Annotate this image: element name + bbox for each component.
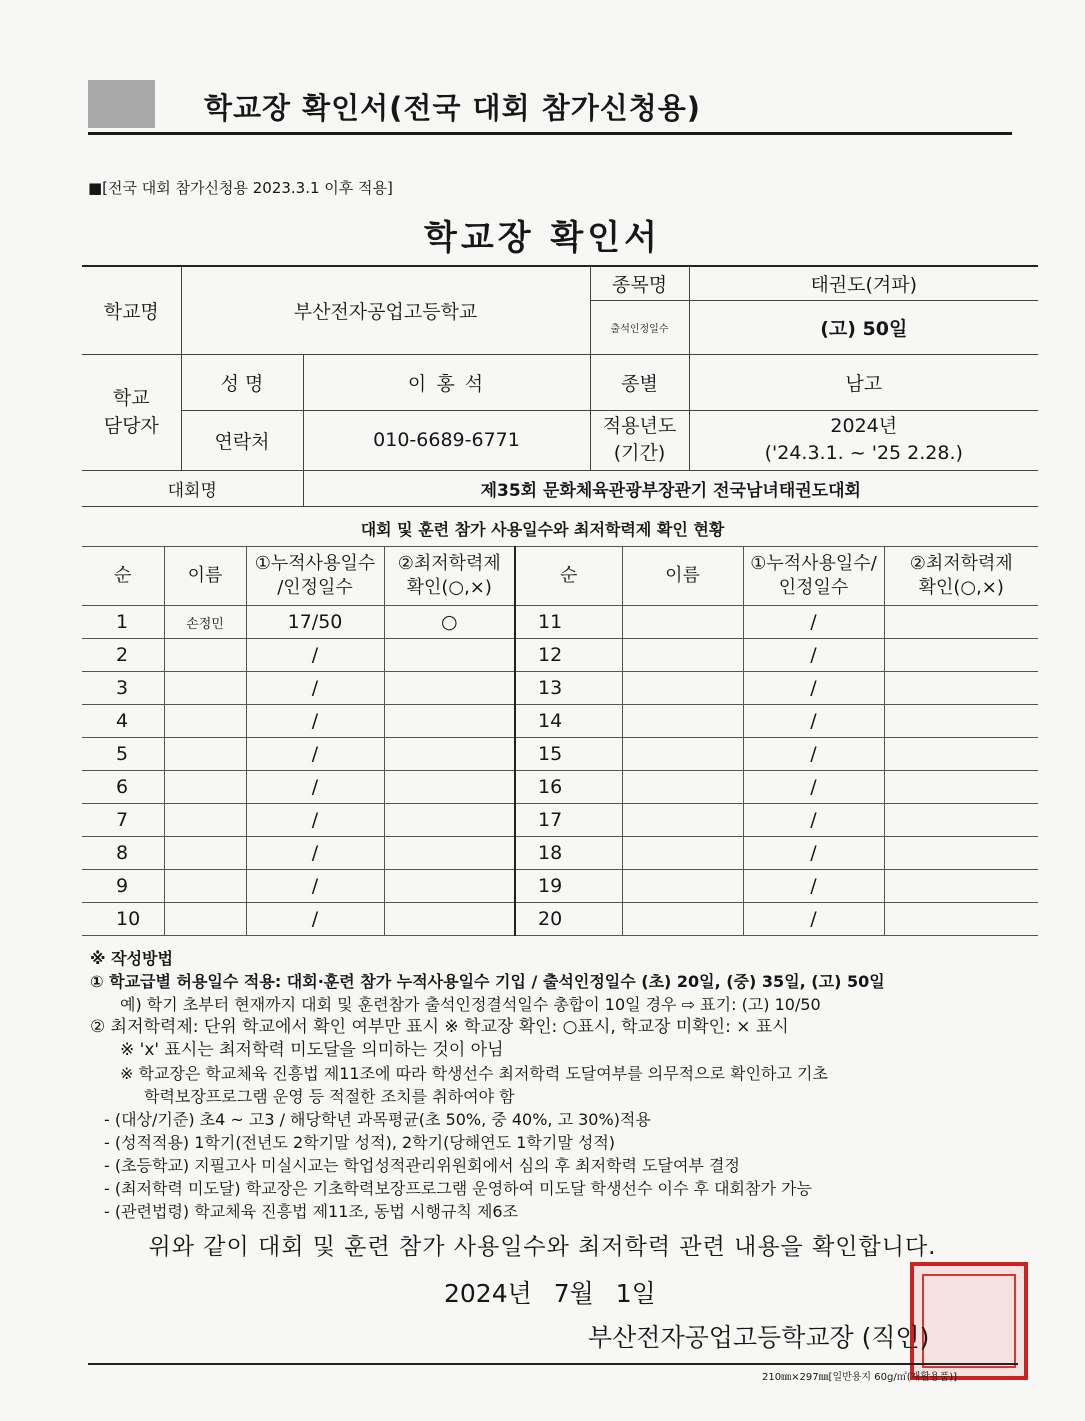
row-check-left: ○ [384,606,515,639]
attendance-label: 출석인정일수 [590,300,689,354]
instruction-bullet-3: - (초등학교) 지필고사 미실시교는 학업성적관리위원회에서 심의 후 최저학력 도달여부 결정 [104,1156,740,1175]
footer-divider [88,1363,1018,1365]
row-check-left [384,672,515,705]
row-check-right [884,639,1038,672]
table-row [82,870,1038,903]
signer-principal: 부산전자공업고등학교장 (직인) [588,1323,930,1352]
header-no-right: 순 [515,547,622,606]
row-no-right: 11 [515,606,622,639]
instruction-item-2-note-2b: 학력보장프로그램 운영 등 적절한 조치를 취하여야 함 [144,1087,515,1106]
table-row [82,903,1038,936]
table-row [82,837,1038,870]
manager-name-value: 이 홍 석 [303,354,590,410]
row-days-right: / [743,771,884,804]
row-days-right: / [743,705,884,738]
header-gray-block [88,80,155,128]
sport-value: 태권도(겨파) [689,266,1038,300]
header-check-right: ②최저학력제 확인(○,×) [884,547,1038,606]
row-no-right: 18 [515,837,622,870]
row-name-left [164,870,246,903]
row-days-right: / [743,639,884,672]
row-days-left: / [246,639,384,672]
row-no-right: 16 [515,771,622,804]
row-days-left: / [246,705,384,738]
row-days-left: / [246,738,384,771]
header-title: 학교장 확인서(전국 대회 참가신청용) [204,91,702,125]
stats-title: 대회 및 훈련 참가 사용일수와 최저학력제 확인 현황 [360,520,725,539]
gender-value: 남고 [689,354,1038,410]
contact-value: 010-6689-6771 [303,410,590,470]
row-no-left: 8 [82,837,164,870]
table-row [82,771,1038,804]
row-check-right [884,837,1038,870]
row-days-left: / [246,672,384,705]
row-check-left [384,870,515,903]
table-row [82,672,1038,705]
school-name-label: 학교명 [82,266,181,354]
table-row [82,738,1038,771]
header-no-left: 순 [82,547,164,606]
row-name-left [164,804,246,837]
row-name-left [164,837,246,870]
school-info-table [82,265,1038,507]
row-days-right: / [743,672,884,705]
row-name-right [622,837,743,870]
row-no-left: 9 [82,870,164,903]
row-check-left [384,804,515,837]
header-days-left: ①누적사용일수 /인정일수 [246,547,384,606]
row-no-left: 1 [82,606,164,639]
instruction-item-1: ① 학교급별 허용일수 적용: 대회·훈련 참가 누적사용일수 기입 / 출석인정일수 (초) 20일, (중) 35일, (고) 50일 [90,972,885,991]
row-no-right: 12 [515,639,622,672]
paper-spec-footnote: 210㎜×297㎜[일반용지 60g/㎡(재활용품)] [762,1372,958,1383]
row-check-right [884,870,1038,903]
row-name-right [622,705,743,738]
row-name-right [622,870,743,903]
row-name-left [164,903,246,936]
instruction-bullet-1: - (대상/기준) 초4 ~ 고3 / 해당학년 과목평균(초 50%, 중 40%, 고 30%)적용 [104,1110,651,1129]
row-check-right [884,804,1038,837]
row-check-left [384,771,515,804]
row-no-left: 7 [82,804,164,837]
instruction-bullet-2: - (성적적용) 1학기(전년도 2학기말 성적), 2학기(당해연도 1학기말 성적) [104,1133,616,1152]
row-no-left: 4 [82,705,164,738]
row-days-right: / [743,738,884,771]
row-name-right [622,903,743,936]
row-check-left [384,639,515,672]
row-no-left: 5 [82,738,164,771]
instruction-bullet-4: - (최저학력 미도달) 학교장은 기초학력보장프로그램 운영하여 미도달 학생선수 이수 후 대회참가 가능 [104,1179,812,1198]
header-name-left: 이름 [164,547,246,606]
row-check-left [384,837,515,870]
attendance-value: (고) 50일 [689,300,1038,354]
row-no-left: 10 [82,903,164,936]
manager-name-label: 성 명 [181,354,303,410]
gender-label: 종별 [590,354,689,410]
row-check-left [384,705,515,738]
event-value: 제35회 문화체육관광부장관기 전국남녀태권도대회 [303,470,1038,506]
row-days-left: / [246,837,384,870]
row-name-left [164,771,246,804]
row-days-right: / [743,870,884,903]
row-no-left: 6 [82,771,164,804]
document-title: 학교장 확인서 [424,218,661,258]
event-label: 대회명 [82,470,303,506]
table-row [82,705,1038,738]
row-name-right [622,738,743,771]
row-check-right [884,672,1038,705]
row-no-right: 20 [515,903,622,936]
row-days-left: / [246,870,384,903]
header-days-right: ①누적사용일수/ 인정일수 [743,547,884,606]
instruction-bullet-5: - (관련법령) 학교체육 진흥법 제11조, 동법 시행규칙 제6조 [104,1202,519,1221]
row-name-right [622,606,743,639]
row-no-right: 13 [515,672,622,705]
row-days-left: 17/50 [246,606,384,639]
confirmation-statement: 위와 같이 대회 및 훈련 참가 사용일수와 최저학력 관련 내용을 확인합니다. [148,1234,937,1260]
row-name-right [622,804,743,837]
row-name-left: 손정민 [164,606,246,639]
instruction-item-2: ② 최저학력제: 단위 학교에서 확인 여부만 표시 ※ 학교장 확인: ○표시, 학교장 미확인: × 표시 [90,1017,789,1037]
row-no-right: 14 [515,705,622,738]
row-days-left: / [246,804,384,837]
table-row [82,639,1038,672]
contact-label: 연락처 [181,410,303,470]
row-name-right [622,771,743,804]
row-name-left [164,705,246,738]
row-no-right: 19 [515,870,622,903]
issue-date: 2024년 7월 1일 [444,1279,656,1308]
instructions [90,947,1050,1223]
row-days-right: / [743,903,884,936]
row-check-right [884,705,1038,738]
row-name-left [164,639,246,672]
row-name-left [164,738,246,771]
row-name-left [164,672,246,705]
row-check-right [884,771,1038,804]
row-no-right: 15 [515,738,622,771]
year-label: 적용년도 (기간) [590,410,689,470]
row-days-right: / [743,837,884,870]
school-name-value: 부산전자공업고등학교 [181,266,590,354]
applicability-notice: ■[전국 대회 참가신청용 2023.3.1 이후 적용] [88,179,393,197]
row-days-right: / [743,804,884,837]
sport-label: 종목명 [590,266,689,300]
header-check-left: ②최저학력제 확인(○,×) [384,547,515,606]
row-days-left: / [246,771,384,804]
row-no-right: 17 [515,804,622,837]
row-days-right: / [743,606,884,639]
row-days-left: / [246,903,384,936]
instruction-item-1-example: 예) 학기 초부터 현재까지 대회 및 훈련참가 출석인정결석일수 총합이 10일 경우 ⇨ 표기: (고) 10/50 [120,995,821,1014]
row-name-right [622,639,743,672]
instruction-item-2-note-1: ※ 'x' 표시는 최저학력 미도달을 의미하는 것이 아님 [120,1040,504,1060]
row-check-right [884,738,1038,771]
row-check-left [384,903,515,936]
table-row [82,804,1038,837]
manager-label: 학교 담당자 [82,354,181,470]
year-value: 2024년 ('24.3.1. ~ '25 2.28.) [689,410,1038,470]
row-no-left: 3 [82,672,164,705]
row-check-left [384,738,515,771]
table-row [82,606,1038,639]
usage-stats-table [82,546,1038,936]
instructions-heading: ※ 작성방법 [90,949,173,968]
stats-body [82,606,1038,936]
row-check-right [884,903,1038,936]
instruction-item-2-note-2a: ※ 학교장은 학교체육 진흥법 제11조에 따라 학생선수 최저학력 도달여부를 의무적으로 확인하고 기초 [120,1064,828,1083]
header-name-right: 이름 [622,547,743,606]
row-no-left: 2 [82,639,164,672]
header-divider [88,132,1012,135]
row-name-right [622,672,743,705]
row-check-right [884,606,1038,639]
